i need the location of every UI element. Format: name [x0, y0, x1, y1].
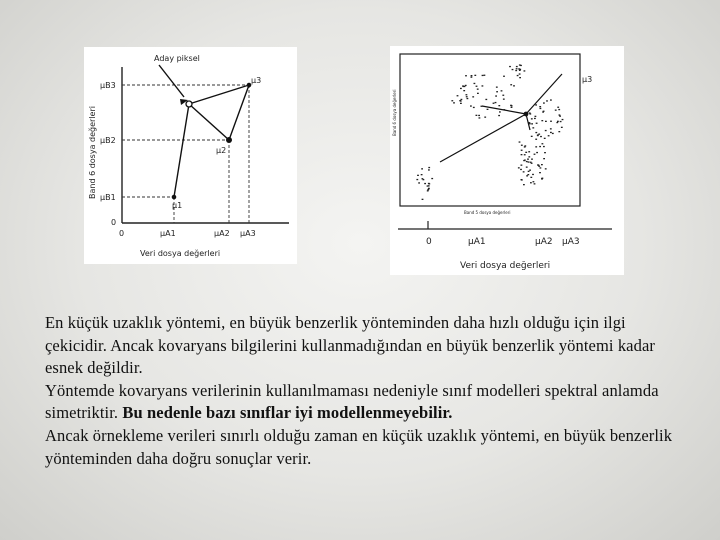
scatter-dot	[428, 189, 430, 190]
scatter-dot	[487, 109, 489, 110]
scatter-dot	[521, 154, 523, 155]
scatter-dot	[530, 182, 532, 183]
scatter-dot	[527, 174, 529, 175]
x-tick-a1: μA1	[160, 229, 176, 238]
scatter-dot	[537, 135, 539, 136]
scatter-dot	[544, 152, 546, 153]
scatter-dot	[467, 98, 469, 99]
candidate-pixel-point	[524, 112, 529, 117]
scatter-dot	[460, 100, 462, 101]
scatter-dot	[451, 100, 453, 101]
scatter-dot	[417, 175, 419, 176]
scatter-dot	[528, 151, 530, 152]
scatter-dot	[477, 89, 479, 90]
scatter-dot	[498, 115, 500, 116]
inner-y-axis-label: Band 6 dosya değerleri	[392, 89, 397, 136]
scatter-dot	[544, 138, 546, 139]
scatter-dot	[512, 69, 514, 70]
scatter-dot	[521, 145, 523, 146]
scatter-dot	[552, 133, 554, 134]
scatter-dot	[421, 174, 423, 175]
scatter-dot	[521, 179, 523, 180]
scatter-dot	[511, 105, 513, 106]
scatter-dot	[546, 100, 548, 101]
scatter-dot	[519, 141, 521, 142]
scatter-dot	[484, 75, 486, 76]
scatter-dot	[545, 130, 547, 131]
scatter-dot	[540, 167, 542, 168]
scatter-dot	[523, 171, 525, 172]
scatter-dot	[526, 167, 528, 168]
scatter-dot	[561, 127, 563, 128]
scatter-dot	[422, 199, 424, 200]
scatter-dot	[526, 175, 528, 176]
y-tick-b3: μB3	[100, 81, 116, 90]
scatter-dot	[531, 123, 533, 124]
scatter-dot	[510, 84, 512, 85]
scatter-dot	[495, 95, 497, 96]
scatter-dot	[532, 174, 534, 175]
scatter-dot	[536, 123, 538, 124]
scatter-dot	[460, 103, 462, 104]
class-label-1: μ1	[172, 201, 183, 210]
scatter-dot	[524, 70, 526, 71]
cluster-low	[518, 127, 547, 185]
scatter-dot	[560, 121, 562, 122]
scatter-dot	[556, 122, 558, 123]
scatter-dot	[539, 172, 541, 173]
x-tick-a3: μA3	[562, 237, 580, 247]
scatter-dot	[537, 164, 539, 165]
scatter-dot	[518, 167, 520, 168]
scatter-dot	[460, 88, 462, 89]
scatter-dot	[541, 120, 543, 121]
scatter-dot	[550, 121, 552, 122]
scatter-dot	[541, 178, 543, 179]
scatter-dot	[517, 75, 519, 76]
scatter-dot	[528, 156, 530, 157]
scatter-dot	[418, 182, 420, 183]
candidate-pixel-point	[186, 101, 192, 107]
scatter-dot	[550, 132, 552, 133]
scatter-dot	[523, 184, 525, 185]
scatter-dot	[493, 103, 495, 104]
scatter-dot	[539, 106, 541, 107]
scatter-dot	[421, 168, 423, 169]
x-tick-zero: 0	[426, 237, 432, 247]
scatter-dot	[530, 177, 532, 178]
cluster-top	[451, 64, 525, 118]
scatter-dot	[518, 68, 520, 69]
minimum-distance-diagram	[84, 47, 297, 264]
scatter-dot	[465, 85, 467, 86]
scatter-dot	[548, 135, 550, 136]
y-tick-b1: μB1	[100, 193, 116, 202]
scatter-dot	[476, 115, 478, 116]
scatter-dot	[511, 107, 513, 108]
scatter-dot	[543, 111, 545, 112]
scatter-dot	[477, 93, 479, 94]
scatter-dot	[422, 178, 424, 179]
scatter-dot	[555, 110, 557, 111]
scatter-dot	[533, 181, 535, 182]
scatter-dot	[519, 73, 521, 74]
scatter-dot	[534, 154, 536, 155]
y-tick-zero: 0	[111, 218, 117, 227]
scatter-dot	[530, 162, 532, 163]
scatter-dot	[470, 105, 472, 106]
scatter-dot	[557, 121, 559, 122]
scatter-dot	[457, 95, 459, 96]
scatter-dot	[545, 168, 547, 169]
scatter-dot	[453, 102, 455, 103]
scatter-dot	[535, 146, 537, 147]
scatter-dot	[478, 115, 480, 116]
scatter-dot	[526, 161, 528, 162]
y-axis-label: Band 6 dosya değerleri	[88, 106, 97, 199]
scatter-dot	[485, 99, 487, 100]
scatter-dot	[543, 102, 545, 103]
scatter-dot	[474, 83, 476, 84]
scatter-dot	[540, 136, 542, 137]
scatter-dot	[531, 136, 533, 137]
scatter-dot	[427, 190, 429, 191]
scatter-dot	[534, 183, 536, 184]
scatter-dot	[550, 128, 552, 129]
scatter-dot	[527, 159, 529, 160]
scatter-dot	[515, 70, 517, 71]
scatter-dot	[503, 99, 505, 100]
paragraph-2	[45, 380, 685, 425]
scatter-dot	[431, 178, 433, 179]
cluster-scatter-svg	[390, 46, 624, 275]
scatter-dot	[532, 127, 534, 128]
candidate-pixel-label: Aday piksel	[154, 54, 200, 63]
scatter-dot	[482, 85, 484, 86]
x-tick-a2: μA2	[535, 237, 553, 247]
y-tick-b2: μB2	[100, 136, 116, 145]
scatter-dot	[535, 116, 537, 117]
scatter-dot	[521, 165, 523, 166]
class-mean-1-point	[172, 195, 177, 200]
scatter-dot	[482, 75, 484, 76]
class-label-3: μ3	[251, 76, 262, 85]
scatter-dot	[484, 117, 486, 118]
scatter-dot	[521, 150, 523, 151]
scatter-dot	[462, 85, 464, 86]
scatter-dot	[519, 77, 521, 78]
scatter-dot	[543, 158, 545, 159]
scatter-dot	[496, 87, 498, 88]
scatter-dot	[523, 160, 525, 161]
scatter-dot	[428, 183, 430, 184]
scatter-dot	[542, 143, 544, 144]
scatter-dot	[427, 185, 429, 186]
scatter-dot	[471, 77, 473, 78]
scatter-dot	[531, 118, 533, 119]
scatter-dot	[536, 152, 538, 153]
x-tick-zero: 0	[119, 229, 125, 238]
scatter-dot	[498, 105, 500, 106]
paragraph-1: En küçük uzaklık yöntemi, en büyük benzerlik yönteminden daha hızlı olduğu için ilgi çekicidir. Ancak kovaryans bilgilerini kullanmadığından en büyük benzerlik yöntemi kadar esnek değildir.	[45, 313, 655, 378]
x-tick-a2: μA2	[214, 229, 230, 238]
inner-plot-frame	[400, 54, 580, 206]
scatter-dot	[534, 118, 536, 119]
scatter-dot	[531, 159, 533, 160]
scatter-dot	[535, 139, 537, 140]
scatter-dot	[557, 107, 559, 108]
scatter-dot	[525, 152, 527, 153]
scatter-dot	[558, 109, 560, 110]
body-text	[45, 312, 685, 470]
minimum-distance-svg	[84, 47, 297, 264]
scatter-dot	[424, 183, 426, 184]
scatter-dot	[509, 66, 511, 67]
scatter-dot	[501, 90, 503, 91]
class-label-3: μ3	[582, 75, 593, 84]
scatter-dot	[463, 90, 465, 91]
scatter-dot	[471, 75, 473, 76]
scatter-dot	[541, 164, 543, 165]
scatter-dot	[559, 114, 561, 115]
scatter-dot	[550, 99, 552, 100]
scatter-dot	[543, 146, 545, 147]
scatter-dot	[495, 102, 497, 103]
scatter-dot	[499, 111, 501, 112]
scatter-dot	[529, 170, 531, 171]
scatter-dot	[502, 95, 504, 96]
x-tick-a3: μA3	[240, 229, 256, 238]
cluster-scatter-diagram	[390, 46, 624, 275]
paragraph-2-normal: Yöntemde kovaryans verilerinin kullanılmaması nedeniyle sınıf modelleri spektral anlamda simetriktir.	[45, 380, 659, 423]
scatter-dot	[524, 154, 526, 155]
scatter-dot	[479, 117, 481, 118]
scatter-dot	[473, 107, 475, 108]
scatter-dot	[474, 75, 476, 76]
scatter-dot	[539, 146, 541, 147]
scatter-dot	[520, 169, 522, 170]
x-axis-label: Veri dosya değerleri	[460, 261, 551, 271]
cluster-left	[416, 167, 433, 200]
scatter-dot	[516, 68, 518, 69]
scatter-dot	[519, 64, 521, 65]
scatter-dot	[476, 86, 478, 87]
scatter-dot	[503, 76, 505, 77]
scatter-dot	[466, 94, 468, 95]
scatter-dot	[465, 75, 467, 76]
scatter-dot	[538, 134, 540, 135]
scatter-dot	[416, 179, 418, 180]
scatter-dot	[535, 104, 537, 105]
inner-x-axis-label: Band 5 dosya değerleri	[464, 210, 511, 215]
scatter-dot	[558, 131, 560, 132]
scatter-dot	[524, 145, 526, 146]
x-tick-a1: μA1	[468, 237, 486, 247]
scatter-dot	[428, 169, 430, 170]
scatter-dot	[538, 166, 540, 167]
scatter-dot	[466, 96, 468, 97]
scatter-dot	[472, 96, 474, 97]
scatter-dot	[535, 132, 537, 133]
scatter-dot	[513, 85, 515, 86]
scatter-dot	[496, 91, 498, 92]
scatter-dot	[428, 167, 430, 168]
scatter-dot	[540, 108, 542, 109]
class-label-2: μ2	[216, 146, 227, 155]
scatter-dot	[528, 161, 530, 162]
scatter-dot	[562, 119, 564, 120]
scatter-dot	[529, 112, 531, 113]
class-mean-2-point	[226, 137, 232, 143]
x-axis-label: Veri dosya değerleri	[140, 249, 221, 258]
scatter-dot	[516, 66, 518, 67]
paragraph-2-bold: Bu nedenle bazı sınıflar iyi modellenmeyebilir.	[122, 403, 453, 423]
scatter-dot	[461, 99, 463, 100]
scatter-dot	[545, 121, 547, 122]
paragraph-3: Ancak örnekleme verileri sınırlı olduğu zaman en küçük uzaklık yöntemi, en büyük benzerlik yönteminden daha doğru sonuçlar verir.	[45, 425, 673, 468]
scatter-dot	[528, 171, 530, 172]
